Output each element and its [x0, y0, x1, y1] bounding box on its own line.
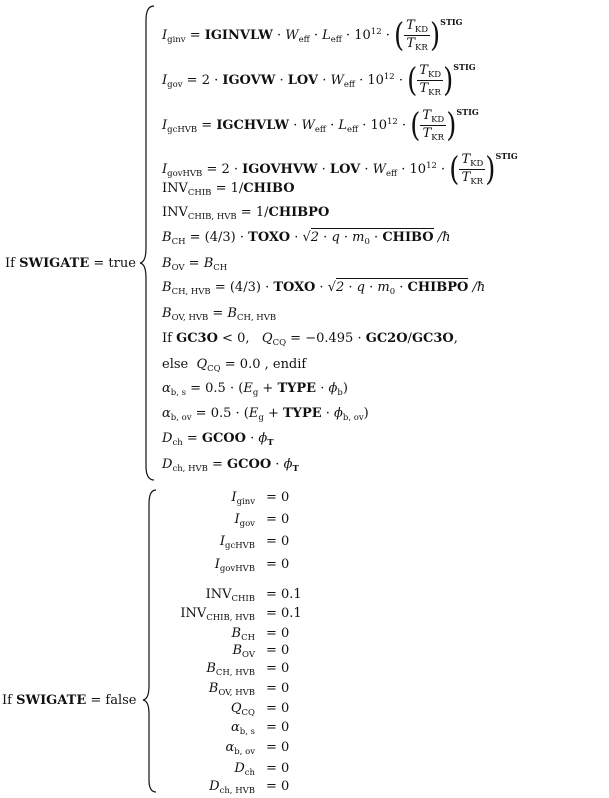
false-row-variable: [0, 490, 255, 507]
false-row-variable: [0, 779, 255, 796]
false-row-subscript: gcHVB: [225, 541, 255, 551]
eq-alpha-bov: $\alpha_{b, ov} = 0.5 \cdot (E_g$ + TYPE · $\phi_{b, ov}$): [162, 406, 369, 423]
eq-bch: $B_{CH} = (4/3)$ · TOXO · $√2 \cdot q \cdot m_0$ · CHIBO /ħ: [162, 230, 451, 247]
false-row-subscript: OV, HVB: [218, 688, 255, 698]
false-row-symbol: INV: [180, 606, 207, 621]
eq-else-qcq: else $Q_{CQ} = 0.0$ , endif: [162, 357, 307, 374]
false-row-subscript: OV: [242, 650, 255, 660]
false-row-value: = 0: [266, 701, 290, 716]
false-row-subscript: gov: [239, 519, 255, 529]
false-row-symbol: Q: [230, 701, 242, 716]
false-row-value: = 0: [266, 557, 290, 572]
false-row-variable: [0, 643, 255, 660]
false-row-value: = 0: [266, 779, 290, 794]
false-row-value: = 0: [266, 490, 290, 505]
false-row-symbol: I: [234, 512, 240, 527]
false-row-subscript: CHIB: [231, 594, 255, 604]
false-row-value: = 0: [266, 681, 290, 696]
false-row-value: = 0: [266, 720, 290, 735]
eq-bchhvb: $B_{CH, HVB} = (4/3)$ · TOXO · $√2 \cdot q \cdot m_0$ · CHIBPO /ħ: [162, 280, 486, 297]
false-row-value: = 0: [266, 661, 290, 676]
false-row-value: = 0.1: [266, 606, 302, 621]
false-row-variable: [0, 534, 255, 551]
false-row-subscript: CHIB, HVB: [206, 613, 255, 623]
false-row-variable: [0, 512, 255, 529]
false-row-variable: [0, 606, 255, 623]
eq-invchibhvb: $INV_{CHIB, HVB}$ = 1/CHIBPO: [162, 205, 330, 222]
eq-alpha-bs: $\alpha_{b, s} = 0.5 \cdot (E_g$ + TYPE · $\phi_b$): [162, 381, 348, 398]
false-row-variable: [0, 681, 255, 698]
false-row-subscript: ch, HVB: [219, 786, 255, 796]
false-row-symbol: B: [208, 681, 219, 696]
false-row-symbol: B: [206, 661, 216, 676]
false-row-symbol: B: [232, 643, 243, 658]
false-row-symbol: I: [214, 557, 220, 572]
false-row-variable: [0, 661, 255, 678]
eq-invchib: $INV_{CHIB}$ = 1/CHIBO: [162, 181, 295, 198]
false-row-subscript: CH: [241, 633, 255, 643]
false-row-symbol: D: [209, 779, 220, 794]
false-row-variable: [0, 740, 255, 757]
false-row-symbol: I: [231, 490, 237, 505]
false-row-subscript: b, ov: [234, 747, 255, 757]
false-row-symbol: INV: [205, 587, 232, 602]
eq-igovhvb: $I_{govHVB} = 2$ · IGOVHVW · LOV · $W_{eff} \cdot 10^{12}$ · ( $\frac{T_{KD}}{T_{KR}}$ )$^{STIG}$: [162, 150, 518, 189]
eq-if-gc3o: If GC3O < 0, $Q_{CQ} = -0.495 \cdot GC2O/GC3O$,: [162, 331, 458, 348]
false-row-symbol: B: [231, 626, 242, 641]
eq-bovhvb: $B_{OV, HVB} = B_{CH, HVB}$: [162, 306, 277, 323]
false-row-value: = 0: [266, 740, 290, 755]
false-row-value: = 0: [266, 643, 290, 658]
false-row-subscript: CH, HVB: [215, 668, 255, 678]
eq-bov: $B_{OV} = B_{CH}$: [162, 256, 228, 273]
false-row-value: = 0: [266, 534, 290, 549]
false-row-symbol: D: [234, 761, 245, 776]
false-row-subscript: b, s: [239, 727, 255, 737]
false-row-symbol: I: [219, 534, 225, 549]
false-row-subscript: ch: [244, 768, 255, 778]
true-block-brace: [140, 6, 154, 480]
eq-dch: $D_{ch}$ = GCOO · $\phi_T$: [162, 431, 274, 448]
false-row-value: = 0: [266, 761, 290, 776]
false-row-value: = 0: [266, 626, 290, 641]
eq-dchhvb: $D_{ch, HVB}$ = GCOO · $\phi_T$: [162, 457, 299, 474]
false-block-condition: If SWIGATE = false: [2, 693, 137, 708]
true-block-condition: If SWIGATE = true: [5, 256, 136, 271]
false-row-value: = 0: [266, 512, 290, 527]
false-row-subscript: ginv: [236, 497, 255, 507]
false-row-variable: [0, 720, 255, 737]
false-row-subscript: govHVB: [219, 564, 255, 574]
false-row-subscript: CQ: [241, 708, 255, 718]
eq-igov: $I_{gov} = 2$ · IGOVW · LOV · $W_{eff} \cdot 10^{12}$ · ( $\frac{T_{KD}}{T_{KR}}$ )$^{STIG}$: [162, 61, 476, 100]
false-row-variable: [0, 761, 255, 778]
false-row-value: = 0.1: [266, 587, 302, 602]
false-row-variable: [0, 587, 255, 604]
false-row-symbol: α: [231, 720, 240, 735]
eq-iginv: $I_{ginv}$ = IGINVLW · $W_{eff} \cdot L_{eff} \cdot 10^{12}$ · ( $\frac{T_{KD}}{T_{KR}}$ )$^{STIG}$: [162, 16, 463, 55]
false-row-variable: [0, 701, 255, 718]
eq-igchvb: $I_{gcHVB}$ = IGCHVLW · $W_{eff} \cdot L_{eff} \cdot 10^{12}$ · ( $\frac{T_{KD}}{T_{KR}}$ )$^{STIG}$: [162, 106, 479, 145]
false-row-variable: [0, 626, 255, 643]
false-row-symbol: α: [225, 740, 235, 755]
false-row-variable: [0, 557, 255, 574]
